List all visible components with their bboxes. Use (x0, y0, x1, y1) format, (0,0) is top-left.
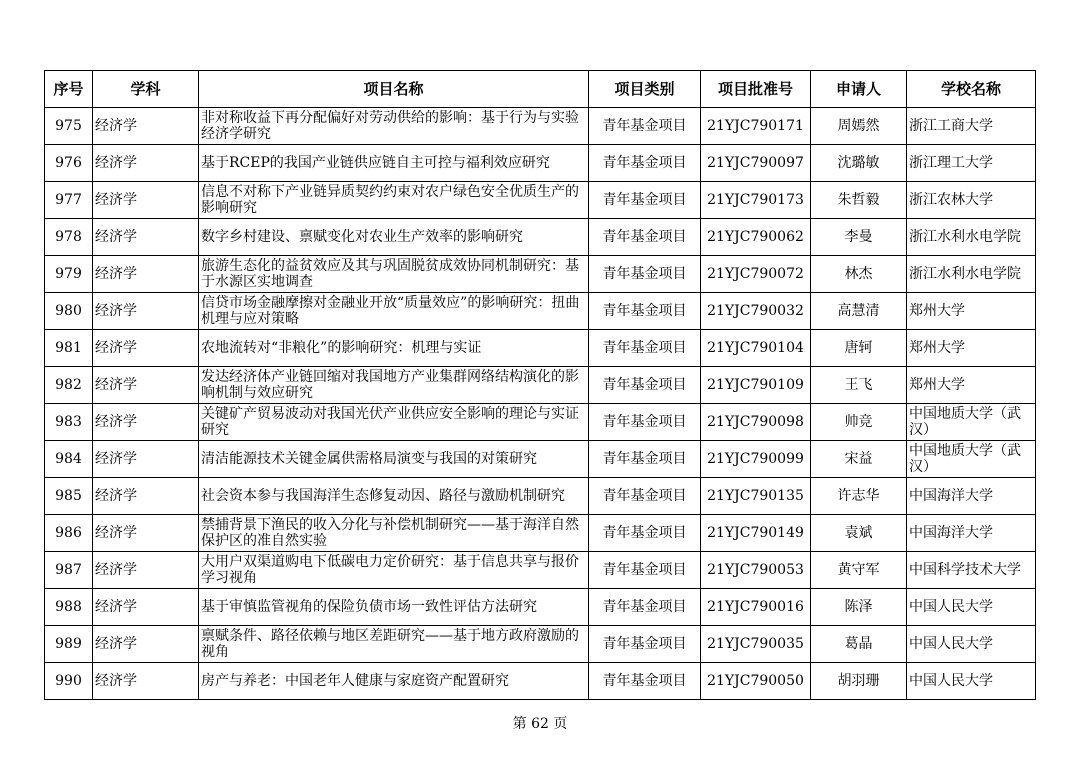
table-row (45, 589, 1036, 626)
school-cell: 浙江水利水电学院 (907, 219, 1036, 256)
project-category-cell: 青年基金项目 (589, 552, 701, 589)
project-title-cell: 社会资本参与我国海洋生态修复动因、路径与激励机制研究 (199, 478, 589, 515)
applicant-cell: 王飞 (811, 367, 907, 404)
approval-number-cell: 21YJC790109 (701, 367, 811, 404)
project-title-cell: 基于审慎监管视角的保险负债市场一致性评估方法研究 (199, 589, 589, 626)
table-row (45, 515, 1036, 552)
header-applicant: 申请人 (811, 71, 907, 108)
serial-cell: 979 (45, 256, 93, 293)
approval-number-cell: 21YJC790104 (701, 330, 811, 367)
header-discipline: 学科 (93, 71, 199, 108)
discipline-cell: 经济学 (93, 256, 199, 293)
approval-number-cell: 21YJC790053 (701, 552, 811, 589)
project-category-cell: 青年基金项目 (589, 478, 701, 515)
discipline-cell: 经济学 (93, 108, 199, 145)
applicant-cell: 许志华 (811, 478, 907, 515)
discipline-cell: 经济学 (93, 293, 199, 330)
table-row (45, 330, 1036, 367)
serial-cell: 975 (45, 108, 93, 145)
serial-cell: 976 (45, 145, 93, 182)
discipline-cell: 经济学 (93, 515, 199, 552)
project-table (44, 70, 1036, 700)
header-project-category: 项目类别 (589, 71, 701, 108)
serial-cell: 986 (45, 515, 93, 552)
school-cell: 浙江农林大学 (907, 182, 1036, 219)
approval-number-cell: 21YJC790098 (701, 404, 811, 441)
school-cell: 浙江工商大学 (907, 108, 1036, 145)
serial-cell: 985 (45, 478, 93, 515)
applicant-cell: 周嫣然 (811, 108, 907, 145)
table-row (45, 478, 1036, 515)
project-title-cell: 信息不对称下产业链异质契约约束对农户绿色安全优质生产的影响研究 (199, 182, 589, 219)
table-row (45, 108, 1036, 145)
discipline-cell: 经济学 (93, 626, 199, 663)
applicant-cell: 胡羽珊 (811, 663, 907, 700)
table-row (45, 626, 1036, 663)
project-title-cell: 非对称收益下再分配偏好对劳动供给的影响：基于行为与实验经济学研究 (199, 108, 589, 145)
approval-number-cell: 21YJC790050 (701, 663, 811, 700)
table-row (45, 219, 1036, 256)
project-title-cell: 发达经济体产业链回缩对我国地方产业集群网络结构演化的影响机制与效应研究 (199, 367, 589, 404)
school-cell: 郑州大学 (907, 367, 1036, 404)
applicant-cell: 唐轲 (811, 330, 907, 367)
applicant-cell: 高慧清 (811, 293, 907, 330)
serial-cell: 990 (45, 663, 93, 700)
table-header-row (45, 71, 1036, 108)
table-row (45, 404, 1036, 441)
project-category-cell: 青年基金项目 (589, 108, 701, 145)
serial-cell: 977 (45, 182, 93, 219)
table-row (45, 145, 1036, 182)
table-row (45, 256, 1036, 293)
serial-cell: 983 (45, 404, 93, 441)
school-cell: 中国人民大学 (907, 589, 1036, 626)
approval-number-cell: 21YJC790035 (701, 626, 811, 663)
serial-cell: 987 (45, 552, 93, 589)
project-category-cell: 青年基金项目 (589, 663, 701, 700)
approval-number-cell: 21YJC790099 (701, 441, 811, 478)
discipline-cell: 经济学 (93, 478, 199, 515)
project-title-cell: 农地流转对“非粮化”的影响研究：机理与实证 (199, 330, 589, 367)
applicant-cell: 黄守军 (811, 552, 907, 589)
header-project-title: 项目名称 (199, 71, 589, 108)
table-row (45, 552, 1036, 589)
school-cell: 中国海洋大学 (907, 478, 1036, 515)
page-number: 第 62 页 (512, 716, 568, 732)
project-title-cell: 信贷市场金融摩擦对金融业开放“质量效应”的影响研究：扭曲机理与应对策略 (199, 293, 589, 330)
discipline-cell: 经济学 (93, 330, 199, 367)
school-cell: 中国人民大学 (907, 663, 1036, 700)
approval-number-cell: 21YJC790171 (701, 108, 811, 145)
serial-cell: 989 (45, 626, 93, 663)
project-category-cell: 青年基金项目 (589, 330, 701, 367)
project-category-cell: 青年基金项目 (589, 404, 701, 441)
applicant-cell: 葛晶 (811, 626, 907, 663)
table-row (45, 441, 1036, 478)
serial-cell: 984 (45, 441, 93, 478)
approval-number-cell: 21YJC790062 (701, 219, 811, 256)
serial-cell: 981 (45, 330, 93, 367)
table-row (45, 293, 1036, 330)
discipline-cell: 经济学 (93, 441, 199, 478)
school-cell: 郑州大学 (907, 293, 1036, 330)
approval-number-cell: 21YJC790149 (701, 515, 811, 552)
discipline-cell: 经济学 (93, 145, 199, 182)
discipline-cell: 经济学 (93, 182, 199, 219)
school-cell: 中国人民大学 (907, 626, 1036, 663)
discipline-cell: 经济学 (93, 589, 199, 626)
project-category-cell: 青年基金项目 (589, 219, 701, 256)
discipline-cell: 经济学 (93, 404, 199, 441)
applicant-cell: 帅竞 (811, 404, 907, 441)
school-cell: 浙江理工大学 (907, 145, 1036, 182)
project-category-cell: 青年基金项目 (589, 145, 701, 182)
serial-cell: 980 (45, 293, 93, 330)
discipline-cell: 经济学 (93, 367, 199, 404)
project-title-cell: 数字乡村建设、禀赋变化对农业生产效率的影响研究 (199, 219, 589, 256)
approval-number-cell: 21YJC790097 (701, 145, 811, 182)
project-title-cell: 关键矿产贸易波动对我国光伏产业供应安全影响的理论与实证研究 (199, 404, 589, 441)
project-category-cell: 青年基金项目 (589, 626, 701, 663)
serial-cell: 978 (45, 219, 93, 256)
approval-number-cell: 21YJC790072 (701, 256, 811, 293)
table-body (45, 108, 1036, 700)
table-row (45, 182, 1036, 219)
approval-number-cell: 21YJC790173 (701, 182, 811, 219)
applicant-cell: 袁斌 (811, 515, 907, 552)
project-category-cell: 青年基金项目 (589, 515, 701, 552)
project-category-cell: 青年基金项目 (589, 441, 701, 478)
school-cell: 中国科学技术大学 (907, 552, 1036, 589)
school-cell: 郑州大学 (907, 330, 1036, 367)
discipline-cell: 经济学 (93, 552, 199, 589)
applicant-cell: 陈泽 (811, 589, 907, 626)
school-cell: 中国海洋大学 (907, 515, 1036, 552)
project-category-cell: 青年基金项目 (589, 589, 701, 626)
header-approval-number: 项目批准号 (701, 71, 811, 108)
header-school: 学校名称 (907, 71, 1036, 108)
project-category-cell: 青年基金项目 (589, 367, 701, 404)
school-cell: 中国地质大学（武汉） (907, 441, 1036, 478)
project-title-cell: 房产与养老：中国老年人健康与家庭资产配置研究 (199, 663, 589, 700)
applicant-cell: 朱哲毅 (811, 182, 907, 219)
project-category-cell: 青年基金项目 (589, 293, 701, 330)
approval-number-cell: 21YJC790135 (701, 478, 811, 515)
discipline-cell: 经济学 (93, 663, 199, 700)
project-title-cell: 大用户双渠道购电下低碳电力定价研究：基于信息共享与报价学习视角 (199, 552, 589, 589)
applicant-cell: 宋益 (811, 441, 907, 478)
approval-number-cell: 21YJC790032 (701, 293, 811, 330)
serial-cell: 988 (45, 589, 93, 626)
applicant-cell: 沈璐敏 (811, 145, 907, 182)
school-cell: 中国地质大学（武汉） (907, 404, 1036, 441)
header-serial: 序号 (45, 71, 93, 108)
table-row (45, 663, 1036, 700)
project-title-cell: 旅游生态化的益贫效应及其与巩固脱贫成效协同机制研究：基于水源区实地调查 (199, 256, 589, 293)
project-category-cell: 青年基金项目 (589, 182, 701, 219)
school-cell: 浙江水利水电学院 (907, 256, 1036, 293)
project-title-cell: 基于RCEP的我国产业链供应链自主可控与福利效应研究 (199, 145, 589, 182)
discipline-cell: 经济学 (93, 219, 199, 256)
applicant-cell: 林杰 (811, 256, 907, 293)
serial-cell: 982 (45, 367, 93, 404)
project-title-cell: 禁捕背景下渔民的收入分化与补偿机制研究——基于海洋自然保护区的准自然实验 (199, 515, 589, 552)
project-title-cell: 清洁能源技术关键金属供需格局演变与我国的对策研究 (199, 441, 589, 478)
approval-number-cell: 21YJC790016 (701, 589, 811, 626)
project-title-cell: 禀赋条件、路径依赖与地区差距研究——基于地方政府激励的视角 (199, 626, 589, 663)
project-category-cell: 青年基金项目 (589, 256, 701, 293)
applicant-cell: 李曼 (811, 219, 907, 256)
table-row (45, 367, 1036, 404)
